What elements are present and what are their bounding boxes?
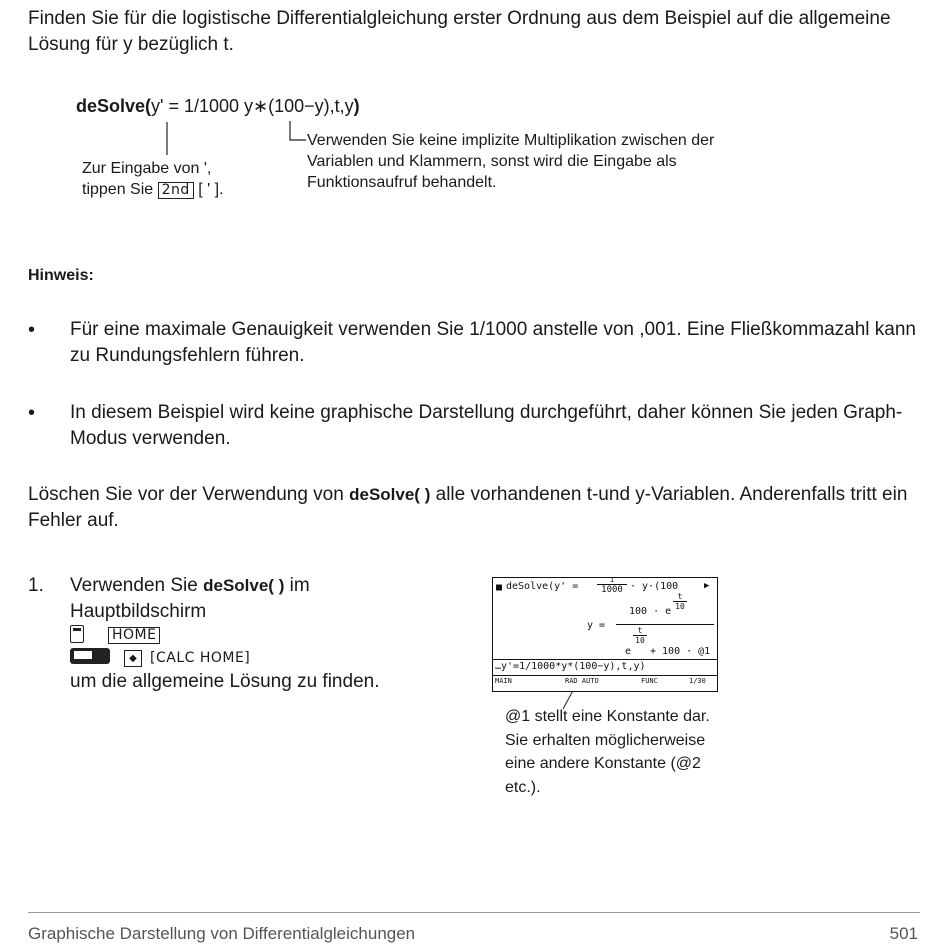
exp-den-den: 10: [633, 635, 647, 645]
warning-prefix: Löschen Sie vor der Verwendung von: [28, 484, 344, 505]
screen-den-rest: + 100 · @1: [650, 646, 711, 657]
step-number: 1.: [28, 575, 44, 596]
status-main: MAIN: [495, 677, 512, 685]
diamond-key-icon: ◆: [124, 650, 142, 667]
screen-fraction-bar: [616, 624, 714, 625]
frac-top-num: 1: [609, 576, 615, 584]
status-count: 1/30: [689, 677, 706, 685]
hinweis-heading: Hinweis:: [28, 267, 94, 284]
screen-entry-rest: · y·(100: [630, 581, 679, 592]
screen-entry-top: deSolve(y' =: [506, 581, 579, 592]
note-prime-line2-prefix: tippen Sie: [82, 181, 154, 198]
frac-top-den: 1000: [597, 584, 627, 595]
voyage-calculator-icon: [70, 648, 110, 664]
screen-frac-top: [597, 576, 627, 595]
footer-divider: [28, 912, 920, 913]
bullet-text: In diesem Beispiel wird keine graphische Darstellung durchgeführt, daher können Sie jeden Graph-Modus verwenden.: [70, 402, 903, 449]
keyrow-ti89: [70, 625, 490, 647]
note-implicit-multiplication: Verwenden Sie keine implizite Multiplikation zwischen der Variablen und Klammern, sonst wird die Eingabe als Funktionsaufruf behandelt.: [307, 132, 715, 191]
warning-bold: deSolve( ): [349, 485, 431, 504]
command-prefix: deSolve(: [76, 96, 152, 116]
exp-den-num: t: [637, 626, 643, 635]
step-last-line: um die allgemeine Lösung zu finden.: [70, 671, 380, 692]
screen-divider: [493, 659, 717, 660]
ti89-calculator-icon: [70, 625, 84, 643]
page-number: 501: [889, 924, 918, 943]
key-2nd: 2nd: [158, 182, 194, 199]
note-prime-line2-suffix: [ ' ].: [198, 181, 224, 198]
screen-exp-top: [673, 592, 687, 611]
step-line1-bold: deSolve( ): [203, 576, 285, 595]
screen-result-num: 100 · e: [629, 606, 672, 617]
step-body: [70, 573, 490, 695]
command-suffix: ): [353, 96, 360, 116]
screen-bullet-icon: ■: [496, 582, 503, 593]
screen-caption: @1 stellt eine Konstante dar. Sie erhalten möglicherweise eine andere Konstante (@2 etc.).: [505, 708, 710, 796]
calculator-screen: [492, 577, 718, 692]
note-prime-entry: [82, 158, 224, 200]
key-home: HOME: [108, 627, 160, 644]
warning-suffix: alle vorhandenen t-und y-Variablen. Anderenfalls tritt ein Fehler auf.: [28, 484, 908, 531]
step-line1-prefix: Verwenden Sie: [70, 575, 198, 596]
exp-top-num: t: [677, 592, 683, 601]
footer-title: Graphische Darstellung von Differentialgleichungen: [28, 924, 416, 943]
bullet-text: Für eine maximale Genauigkeit verwenden Sie 1/1000 anstelle von ,001. Eine Fließkommazahl kann zu Rundungsfehlern führen.: [70, 319, 916, 366]
key-calc-home: [CALC HOME]: [150, 650, 251, 666]
step-line1-suffix: im: [289, 575, 310, 596]
bullet-icon: •: [28, 402, 36, 424]
scroll-right-icon: ▶: [704, 581, 710, 591]
step-1: [28, 573, 478, 703]
note-prime-line1: Zur Eingabe von ',: [82, 160, 212, 177]
screen-result-lhs: y =: [587, 620, 606, 631]
intro-paragraph: Finden Sie für die logistische Differentialgleichung erster Ordnung aus dem Beispiel auf die allgemeine Lösung für y bezüglich t.: [28, 8, 891, 55]
screen-status-divider: [493, 675, 717, 676]
exp-top-den: 10: [673, 601, 687, 611]
status-mode: RAD AUTO: [565, 677, 599, 685]
step-line2: Hauptbildschirm: [70, 601, 207, 622]
status-func: FUNC: [641, 677, 658, 685]
keyrow-voyage: [70, 647, 490, 669]
command-expression: y' = 1/1000 y∗(100−y),t,y: [151, 96, 354, 116]
screen-den-e: e: [625, 646, 632, 657]
bullet-icon: •: [28, 319, 36, 341]
screen-input-line: …y'=1/1000*y*(100−y),t,y): [495, 661, 646, 672]
warning-paragraph: [28, 482, 928, 534]
screen-exp-den: [633, 626, 647, 645]
